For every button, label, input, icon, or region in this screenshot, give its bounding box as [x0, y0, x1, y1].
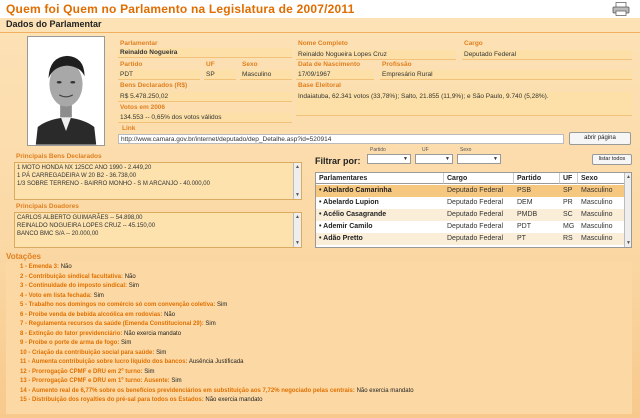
page-title: Quem foi Quem no Parlamento na Legislatura de 2007/2011: [6, 2, 355, 16]
parlamentar-name: Reinaldo Nogueira: [118, 48, 292, 58]
vote-item: 10 - Criação da contribuição social para saúde: Sim: [20, 349, 167, 356]
bens-scrollbar[interactable]: ▲ ▼: [295, 164, 300, 198]
label-sexo: Sexo: [242, 61, 258, 68]
partido-cell: PT: [517, 235, 526, 242]
vote-item: 9 - Proibe o porte de arma de fogo: Sim: [20, 340, 132, 346]
filter-uf-label: UF: [422, 147, 429, 153]
label-link: Link: [122, 125, 136, 132]
table-scrollbar[interactable]: ▲ ▼: [626, 174, 631, 246]
nome-completo-value: Reinaldo Nogueira Lopes Cruz: [296, 50, 456, 60]
list-item[interactable]: REINALDO NOGUEIRA LOPES CRUZ -- 45.150,00: [17, 223, 156, 229]
uf-value: SP: [204, 70, 236, 80]
data-nascimento-value: 17/09/1967: [296, 70, 374, 80]
table-row[interactable]: • Abelardo Lupion Deputado Federal DEM PR Masculino: [316, 197, 625, 209]
column-header[interactable]: Sexo: [578, 173, 625, 184]
uf-cell: PR: [563, 199, 573, 206]
column-header[interactable]: Parlamentares: [316, 173, 444, 184]
uf-cell: RS: [563, 235, 573, 242]
list-item[interactable]: CARLOS ALBERTO GUIMARÃES -- 54.898,00: [17, 215, 143, 221]
partido-cell: PSB: [517, 187, 532, 194]
label-partido: Partido: [120, 61, 143, 68]
vote-item: 2 - Contribuição sindical facultativa: Não: [20, 273, 136, 280]
cargo-cell: Deputado Federal: [447, 199, 504, 206]
label-nome-completo: Nome Completo: [298, 40, 348, 47]
vote-item: 7 - Regulamenta recursos da saúde (Emenda Constitucional 29): Sim: [20, 321, 216, 327]
table-row[interactable]: • Abelardo Camarinha Deputado Federal PSB SP Masculino: [316, 185, 625, 197]
chevron-down-icon: ▼: [445, 156, 450, 162]
sexo-cell: Masculino: [581, 223, 613, 230]
sexo-select[interactable]: [457, 154, 501, 164]
table-row[interactable]: • Adão Pretto Deputado Federal PT RS Masculino: [316, 233, 625, 245]
partido-cell: PMDB: [517, 211, 538, 218]
vote-item: 1 - Emenda 3: Não: [20, 264, 72, 270]
cargo-cell: Deputado Federal: [447, 223, 504, 230]
uf-cell: MG: [563, 223, 575, 230]
section-title: Dados do Parlamentar: [6, 19, 102, 29]
cargo-value: Deputado Federal: [462, 50, 632, 60]
sexo-cell: Masculino: [581, 199, 613, 206]
vote-item: 11 - Aumenta contribuição sobre lucro líquido dos bancos: Ausência Justificada: [20, 359, 244, 365]
vote-item: 6 - Proibe venda de bebida alcoólica em rodovias: Não: [20, 311, 176, 318]
doadores-list[interactable]: [14, 212, 302, 248]
abrir-pagina-button[interactable]: abrir página: [569, 132, 631, 145]
vote-item: 8 - Extinção do fator previdenciário: Não exercia mandato: [20, 330, 182, 337]
bens-value: R$ 5.478.250,02: [118, 92, 292, 102]
parlamentares-table[interactable]: [315, 172, 632, 248]
bens-list[interactable]: [14, 162, 302, 200]
vote-item: 13 - Prorrogação CPMF e DRU em 1º turno: Ausente: Sim: [20, 378, 182, 384]
cargo-cell: Deputado Federal: [447, 187, 504, 194]
column-header[interactable]: Partido: [514, 173, 560, 184]
list-item[interactable]: 1 MOTO HONDA NX 125CC ANO 1990 - 2.449,20: [17, 165, 152, 171]
column-header[interactable]: Cargo: [444, 173, 514, 184]
base-eleitoral-value: Indaiatuba, 62.341 votos (33,78%); Salto, 21.855 (11,9%); e São Paulo, 9.740 (5,28%).: [296, 92, 632, 116]
parlamentar-cell: Ademir Camilo: [323, 223, 373, 230]
table-row[interactable]: • Ademir Camilo Deputado Federal PDT MG Masculino: [316, 221, 625, 233]
label-bens: Bens Declarados (R$): [120, 82, 188, 89]
filter-partido-label: Partido: [370, 147, 386, 153]
label-base-eleitoral: Base Eleitoral: [298, 82, 341, 89]
divider: [0, 32, 640, 33]
parlamentar-cell: Abelardo Camarinha: [323, 187, 392, 194]
vote-item: 3 - Continuidade do imposto sindical: Sim: [20, 283, 140, 289]
vote-item: 5 - Trabalho nos domingos no comércio só com convenção coletiva: Sim: [20, 302, 228, 308]
bens-list-title: Principais Bens Declarados: [16, 153, 102, 160]
filter-sexo-label: Sexo: [460, 147, 472, 153]
votos-value: 134.553 -- 0,65% dos votos válidos: [118, 113, 292, 123]
label-cargo: Cargo: [464, 40, 483, 47]
chevron-down-icon: ▼: [403, 156, 408, 162]
parlamentar-cell: Abelardo Lupion: [323, 199, 379, 206]
partido-select[interactable]: [367, 154, 411, 164]
partido-value: PDT: [118, 70, 200, 80]
label-data-nascimento: Data de Nascimento: [298, 61, 361, 68]
link-field[interactable]: http://www.camara.gov.br/internet/deputado/dep_Detalhe.asp?id=520914: [118, 134, 564, 144]
column-header[interactable]: UF: [560, 173, 578, 184]
list-item[interactable]: 1 PÁ CARREGADEIRA W 20 B2 - 36.738,00: [17, 173, 137, 179]
votacoes-title: Votações: [6, 252, 41, 261]
partido-cell: DEM: [517, 199, 533, 206]
uf-cell: SP: [563, 187, 573, 194]
sexo-value: Masculino: [240, 70, 292, 80]
list-item[interactable]: 1/3 SOBRE TERRENO - BAIRRO MONHO - S M ARCANJO - 40.000,00: [17, 181, 210, 187]
header-bar: [0, 0, 640, 18]
sexo-cell: Masculino: [581, 187, 613, 194]
cargo-cell: Deputado Federal: [447, 235, 504, 242]
sexo-cell: Masculino: [581, 211, 613, 218]
list-item[interactable]: BANCO BMC S/A -- 20.000,00: [17, 231, 99, 237]
doadores-list-title: Principais Doadores: [16, 203, 79, 210]
vote-item: 4 - Voto em lista fechada: Sim: [20, 292, 104, 299]
sexo-cell: Masculino: [581, 235, 613, 242]
profissao-value: Empresário Rural: [380, 70, 632, 80]
uf-cell: SC: [563, 211, 573, 218]
cargo-cell: Deputado Federal: [447, 211, 504, 218]
label-parlamentar: Parlamentar: [120, 40, 158, 47]
doadores-scrollbar[interactable]: ▲ ▼: [295, 214, 300, 246]
label-profissao: Profissão: [382, 61, 412, 68]
vote-item: 14 - Aumento real de 6,77% sobre os benefícios previdenciários em substituição aos 7,72% negociado pelas centrais: Não exercia mandato: [20, 387, 414, 394]
listar-todos-button[interactable]: listar todos: [592, 154, 632, 165]
label-uf: UF: [206, 61, 215, 68]
parlamentar-cell: Acélio Casagrande: [323, 211, 387, 218]
table-row[interactable]: • Acélio Casagrande Deputado Federal PMDB SC Masculino: [316, 209, 625, 221]
votacoes-list: [6, 262, 632, 414]
uf-select[interactable]: [415, 154, 453, 164]
parlamentar-cell: Adão Pretto: [323, 235, 363, 242]
vote-item: 15 - Distribuição dos royalties do pré-sal para todos os Estados: Não exercia mandato: [20, 397, 263, 403]
deputy-photo: [27, 36, 105, 146]
partido-cell: PDT: [517, 223, 531, 230]
label-votos: Votos em 2006: [120, 104, 166, 111]
print-icon[interactable]: [612, 2, 632, 16]
vote-item: 12 - Prorrogação CPMF e DRU em 2º turno: Sim: [20, 368, 155, 375]
chevron-down-icon: ▼: [493, 156, 498, 162]
filtrar-label: Filtrar por:: [315, 156, 361, 166]
